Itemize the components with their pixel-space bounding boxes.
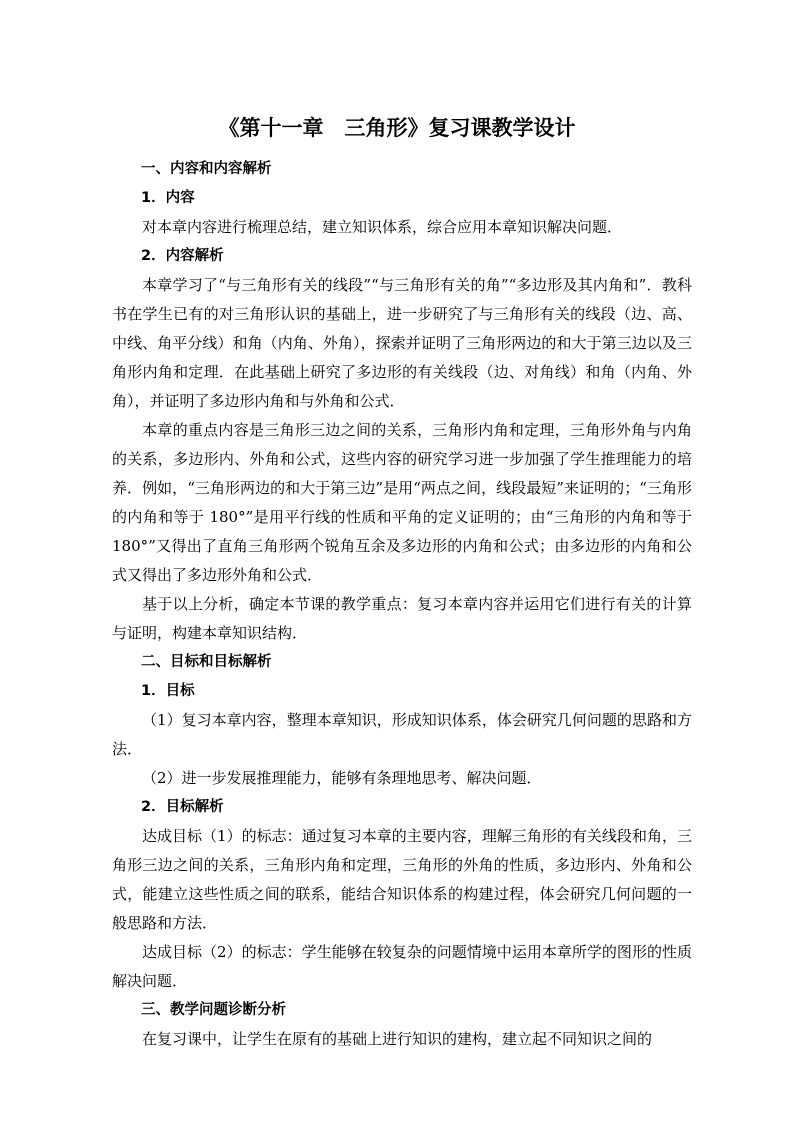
paragraph: 本章学习了“与三角形有关的线段”“与三角形有关的角”“多边形及其内角和”．教科书在学生已有的对三角形认识的基础上，进一步研究了与三角形有关的线段（边、高、中线、角平分线）和角（内角、外角），探索并证明了三角形两边的和大于第三边以及三角形内角和定理．在此基础上研究了多边形的有关线段（边、对角线）和角（内角、外角），并证明了多边形内角和与外角和公式． (112, 276, 692, 410)
document-body (112, 155, 692, 1054)
subheading-content-analysis: 2．内容解析 (141, 248, 224, 264)
section-heading-objectives: 二、目标和目标解析 (141, 654, 272, 670)
subheading-content: 1．内容 (141, 190, 195, 206)
paragraph: 在复习课中，让学生在原有的基础上进行知识的建构，建立起不同知识之间的 (142, 1030, 653, 1048)
paragraph: 达成目标（1）的标志：通过复习本章的主要内容，理解三角形的有关线段和角，三角形三边之间的关系，三角形内角和定理，三角形的外角的性质，多边形内、外角和公式，能建立这些性质之间的联系，能结合知识体系的构建过程，体会研究几何问题的一般思路和方法． (112, 827, 692, 932)
subheading-objectives-analysis: 2．目标解析 (141, 799, 224, 815)
paragraph: 本章的重点内容是三角形三边之间的关系，三角形内角和定理，三角形外角与内角的关系，多边形内、外角和公式，这些内容的研究学习进一步加强了学生推理能力的培养．例如，“三角形两边的和大于第三边”是用“两点之间，线段最短”来证明的；“三角形的内角和等于 180°”是用平行线的性质和平角的定义证明的；由“三角形的内角和等于 180°”又得出了直角三角形两个锐角互余及多边形的内角和公式；由多边形的内角和公式又得出了多边形外角和公式． (112, 421, 692, 584)
subheading-objectives: 1．目标 (141, 683, 195, 699)
section-heading-content-analysis: 一、内容和内容解析 (141, 161, 272, 177)
paragraph: 达成目标（2）的标志：学生能够在较复杂的问题情境中运用本章所学的图形的性质解决问题． (112, 943, 692, 990)
paragraph: 基于以上分析，确定本节课的教学重点：复习本章内容并运用它们进行有关的计算与证明，构建本章知识结构． (112, 595, 692, 642)
paragraph: （1）复习本章内容，整理本章知识，形成知识体系，体会研究几何问题的思路和方法． (112, 711, 692, 758)
section-heading-teaching-problems: 三、教学问题诊断分析 (141, 1002, 286, 1018)
paragraph: 对本章内容进行梳理总结，建立知识体系，综合应用本章知识解决问题． (142, 218, 623, 236)
paragraph: （2）进一步发展推理能力，能够有条理地思考、解决问题． (142, 769, 542, 787)
document-title: 《第十一章 三角形》复习课教学设计 (218, 116, 576, 140)
